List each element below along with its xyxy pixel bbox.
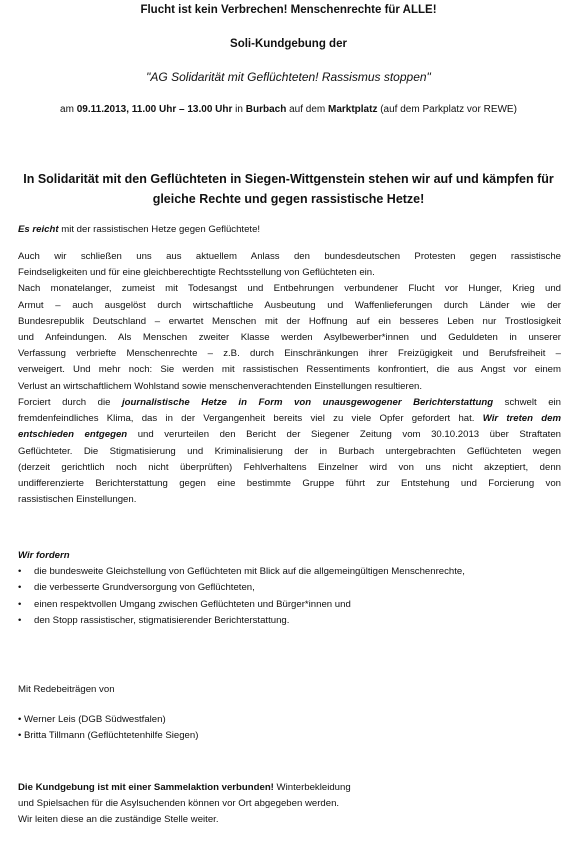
headline-line-1: In Solidarität mit den Geflüchteten in Siegen-Wittgenstein stehen wir auf und kämpfen für: [23, 172, 554, 186]
headline-line-2: gleiche Rechte und gegen rassistische Hetze!: [152, 192, 425, 206]
body-line: Geflüchteter. Die Stigmatisierung und Kriminalisierung der in Burbach untergebrachten Geflüchteten wegen: [18, 445, 561, 457]
body-line: rassistischen Einstellungen.: [18, 494, 137, 506]
body-paragraph-2: [18, 395, 561, 508]
demands-section: [18, 548, 561, 629]
list-item: [18, 613, 561, 629]
body-emphasis: entschieden entgegen: [18, 429, 128, 441]
body-line: undifferenzierte Berichterstattung gegen eine bestimmte Gruppe führt zur Entstehung und Forcierung von: [18, 478, 561, 490]
body-text: und verurteilen den Bericht der Siegener Zeitung vom 30.10.2013 über Straftaten: [127, 429, 561, 441]
demands-heading: Wir fordern: [18, 550, 70, 561]
flyer-title: Flucht ist kein Verbrechen! Menschenrechte für ALLE!: [140, 4, 437, 16]
date-in: in: [232, 104, 246, 115]
body-line: Nach monatelanger, zumeist mit Todesangst und Entbehrungen verbundener Flucht vor Hunger, Krieg und: [18, 283, 561, 295]
event-square: Marktplatz: [328, 104, 378, 115]
body-emphasis: journalistische Hetze in Form von unausgewogener Berichterstattung: [122, 397, 494, 408]
body-line: (derzeit gerichtlich noch nicht überprüften) Fehlverhaltens Einzelner wird von uns nicht akzeptiert, denn: [18, 461, 561, 473]
bullet-icon: •: [18, 614, 22, 626]
body-line: verweigert. Und mehr noch: Sie werden mit rassistischen Ressentiments konfrontiert, die aus Angst vor einem: [18, 364, 561, 376]
speaker-item: • Werner Leis (DGB Südwestfalen): [18, 714, 166, 725]
event-date: 09.11.2013, 11.00 Uhr – 13.00 Uhr: [76, 104, 233, 115]
list-item-text: die bundesweite Gleichstellung von Geflüchteten mit Blick auf die allgemeingültigen Menschenrechte,: [34, 566, 465, 578]
main-headline: [20, 169, 557, 209]
event-details: [0, 104, 577, 115]
speaker-item: • Britta Tillmann (Geflüchtetenhilfe Siegen): [18, 730, 199, 742]
event-town: Burbach: [245, 104, 287, 115]
body-line: und Anfeindungen. Als Menschen zweiter Klasse werden Asylbewerber*innen und Geduldeten in unserer: [18, 332, 561, 344]
list-item-text: die verbesserte Grundversorgung von Geflüchteten,: [34, 582, 255, 594]
body-line: [18, 427, 561, 443]
demands-list: [18, 564, 561, 629]
collection-line: [18, 780, 561, 796]
flyer-subtitle: Soli-Kundgebung der: [230, 38, 347, 50]
bullet-icon: •: [18, 566, 22, 578]
bullet-icon: •: [18, 598, 22, 610]
bullet-icon: •: [18, 582, 22, 594]
list-item: [18, 597, 561, 613]
list-item-text: einen respektvollen Umgang zwischen Geflüchteten und Bürger*innen und: [34, 598, 351, 610]
body-paragraph-1: [18, 249, 561, 395]
collection-emphasis: Die Kundgebung ist mit einer Sammelaktion verbunden!: [18, 782, 274, 793]
body-line: Auch wir schließen uns aus aktuellem Anlass den bundesdeutschen Protesten gegen rassistische: [18, 251, 561, 262]
date-prefix: am: [60, 104, 77, 115]
body-line: Feindseligkeiten und für eine gleichberechtigte Rechtsstellung von Geflüchteten ein.: [18, 267, 375, 279]
place-suffix: (auf dem Parkplatz vor REWE): [377, 104, 517, 115]
body-text: fremdenfeindliches Klima, das in der Vergangenheit bereits viel zu viele Opfer gefordert hat.: [18, 413, 483, 425]
speakers-heading: Mit Redebeiträgen von: [18, 684, 115, 695]
list-item: [18, 580, 561, 596]
body-line: Armut – auch ausgelöst durch wirtschaftliche Ausbeutung und Waffenlieferungen durch Länder wie der: [18, 299, 561, 311]
collection-text: Winterbekleidung: [273, 782, 351, 793]
body-line: Bundesrepublik Deutschland – erwartet Menschen mit der Hoffnung auf ein besseres Leben nur Trostlosigkeit: [18, 315, 561, 327]
collection-line: Wir leiten diese an die zuständige Stelle weiter.: [18, 814, 219, 826]
list-item-text: den Stopp rassistischer, stigmatisierender Berichterstattung.: [34, 614, 290, 626]
place-on: auf dem: [286, 104, 328, 115]
organizer-name: "AG Solidarität mit Geflüchteten! Rassismus stoppen": [146, 70, 431, 84]
list-item: [18, 564, 561, 580]
body-text: schwelt ein: [493, 397, 562, 408]
collection-notice: [18, 780, 561, 829]
speakers-list: [18, 712, 561, 744]
body-line: [18, 411, 561, 427]
intro-emphasis: Es reicht: [18, 224, 59, 235]
body-line: [18, 395, 561, 411]
body-text: Forciert durch die: [18, 397, 122, 408]
intro-paragraph: [18, 222, 561, 238]
body-line: Verfassung verbriefte Menschenrechte – z.B. durch Einschränkungen ihrer Freizügigkeit und Berufsfreiheit –: [18, 348, 561, 360]
collection-line: und Spielsachen für die Asylsuchenden können vor Ort abgegeben werden.: [18, 798, 340, 810]
body-emphasis: Wir treten dem: [482, 413, 561, 425]
body-line: Verlust an wirtschaftlichem Wohlstand sowie menschenverachtenden Einstellungen resultieren.: [18, 380, 423, 392]
intro-text: mit der rassistischen Hetze gegen Geflüchtete!: [58, 224, 261, 235]
